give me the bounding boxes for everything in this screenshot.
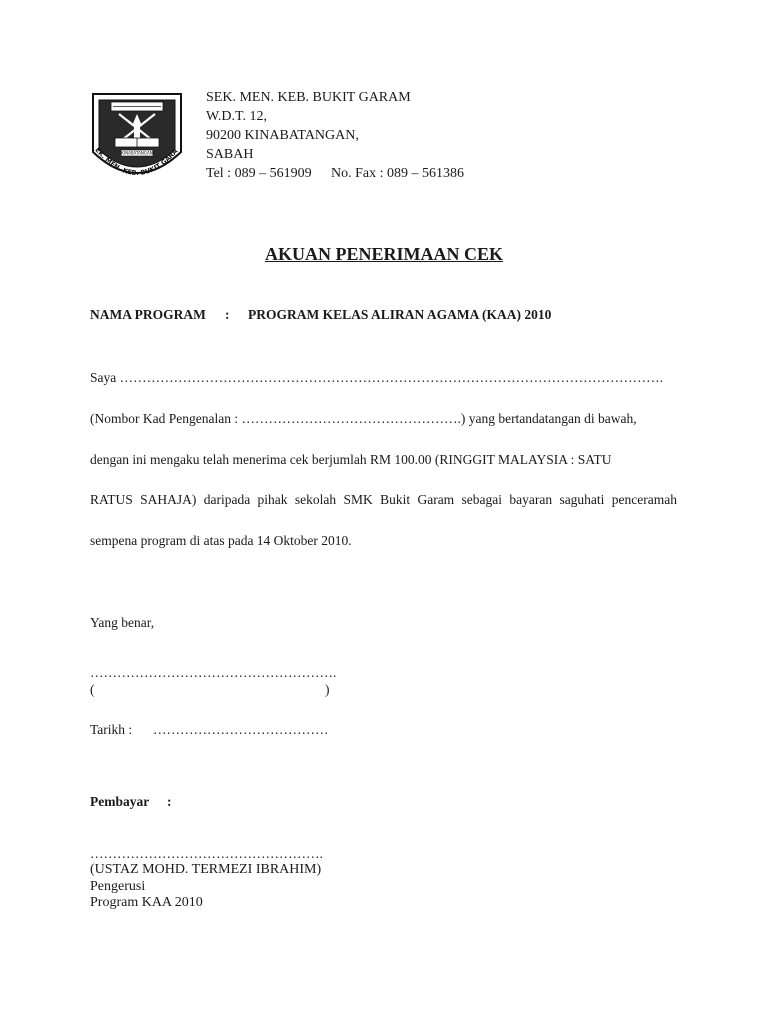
program-separator: : (225, 307, 230, 322)
name-bracket-close: ) (325, 682, 330, 697)
school-address-line1: W.D.T. 12, (206, 109, 268, 124)
body-line-date: sempena program di atas pada 14 Oktober 2010. (90, 533, 352, 548)
date-dots: ………………………………… (153, 722, 329, 737)
payer-signature-dots: ……………………………………………. (90, 846, 323, 861)
payer-program: Program KAA 2010 (90, 895, 203, 910)
school-state: SABAH (206, 147, 254, 162)
program-value: PROGRAM KELAS ALIRAN AGAMA (KAA) 2010 (248, 307, 552, 322)
payer-role: Pengerusi (90, 879, 146, 894)
school-crest-icon (87, 88, 187, 190)
school-tel: Tel : 089 – 561909 (206, 166, 312, 181)
name-bracket-open: ( (90, 682, 95, 697)
school-fax: No. Fax : 089 – 561386 (331, 166, 464, 181)
body-line-name: Saya …………………………………………………………………………………………………………. (90, 370, 663, 385)
body-line-payment: RATUS SAHAJA) daripada pihak sekolah SMK Bukit Garam sebagai bayaran saguhati penceramah (90, 492, 677, 507)
signature-dots: ………………………………………………. (90, 665, 337, 680)
document-title: AKUAN PENERIMAAN CEK (265, 244, 503, 264)
crest-banner: KINABATANGAN (121, 150, 153, 156)
body-line-ic: (Nombor Kad Pengenalan : ………………………………………….) yang bertandatangan di bawah, (90, 411, 637, 426)
crest-ring-text: EK. MEN. KEB. BUKIT GARA (93, 145, 180, 178)
school-name: SEK. MEN. KEB. BUKIT GARAM (206, 90, 411, 105)
school-address-line2: 90200 KINABATANGAN, (206, 128, 359, 143)
salutation: Yang benar, (90, 615, 155, 630)
payer-name: (USTAZ MOHD. TERMEZI IBRAHIM) (90, 862, 322, 877)
body-line-amount: dengan ini mengaku telah menerima cek berjumlah RM 100.00 (RINGGIT MALAYSIA : SATU (90, 452, 612, 467)
payer-label: Pembayar (90, 794, 150, 809)
payer-separator: : (167, 794, 172, 809)
date-label: Tarikh : (90, 722, 133, 737)
program-label: NAMA PROGRAM (90, 307, 206, 322)
